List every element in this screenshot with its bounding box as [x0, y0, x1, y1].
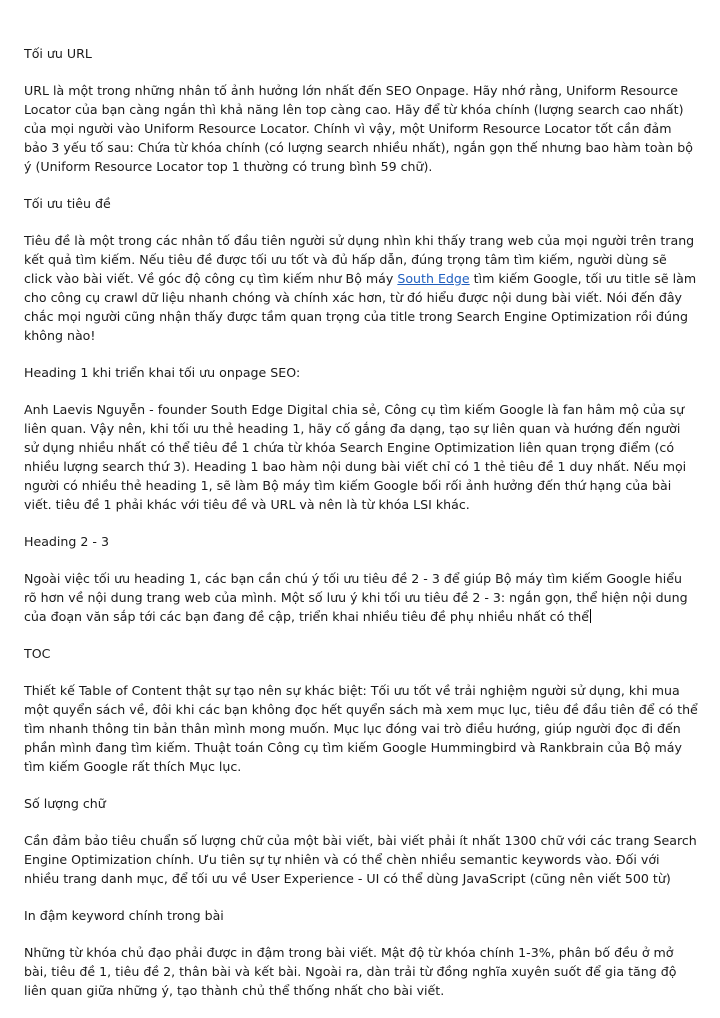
south-edge-link[interactable]: South Edge — [397, 271, 470, 286]
paragraph-text-before-link: Tiêu đề là một trong các nhân tố đầu tiên người sử dụng nhìn khi thấy trang web của mọi người trên trang kết quả tìm kiếm. Nếu tiêu đề được tối ưu tốt và đủ hấp dẫn, đúng trọng tâm tìm kiếm, người dùng sẽ click vào bài viết. Về góc độ công cụ tìm kiếm như Bộ máy — [24, 233, 695, 286]
document-body — [24, 44, 698, 1000]
section-paragraph-h2-h3-wrapper[interactable] — [24, 569, 698, 626]
section-paragraph-url: URL là một trong những nhân tố ảnh hưởng lớn nhất đến SEO Onpage. Hãy nhớ rằng, Uniform Resource Locator của bạn càng ngắn thì khả năng lên top càng cao. Hãy để từ khóa chính (lượng search cao nhất) của mọi người vào Uniform Resource Locator. Chính vì vậy, một Uniform Resource Locator tốt cần đảm bảo 3 yếu tố sau: Chứa từ khóa chính (có lượng search nhiều nhất), ngắn gọn thế nhưng bao hàm toàn bộ ý (Uniform Resource Locator top 1 thường có trung bình 59 chữ). — [24, 83, 693, 174]
section-heading-h1: Heading 1 khi triển khai tối ưu onpage SEO: — [24, 365, 301, 380]
section-heading-word-count: Số lượng chữ — [24, 796, 106, 811]
section-heading-url: Tối ưu URL — [24, 46, 92, 61]
section-heading-h2-h3: Heading 2 - 3 — [24, 534, 109, 549]
section-paragraph-word-count: Cần đảm bảo tiêu chuẩn số lượng chữ của một bài viết, bài viết phải ít nhất 1300 chữ với các trang Search Engine Optimization chính. Ưu tiên sự tự nhiên và có thể chèn nhiều semantic keywords vào. Đối với nhiều trang danh mục, để tối ưu về User Experience - UI có thể dùng JavaScript (cũng nên viết 500 từ) — [24, 833, 697, 886]
section-heading-bold-keyword: In đậm keyword chính trong bài — [24, 908, 224, 923]
section-heading-title: Tối ưu tiêu đề — [24, 196, 111, 211]
section-paragraph-h2-h3: Ngoài việc tối ưu heading 1, các bạn cần chú ý tối ưu tiêu đề 2 - 3 để giúp Bộ máy tìm kiếm Google hiểu rõ hơn về nội dung trang web của mình. Một số lưu ý khi tối ưu tiêu đề 2 - 3: ngắn gọn, thể hiện nội dung của đoạn văn sắp tới các bạn đang đề cập, triển khai nhiều tiêu đề phụ nhiều nhất có thể — [24, 571, 688, 624]
section-paragraph-h1: Anh Laevis Nguyễn - founder South Edge Digital chia sẻ, Công cụ tìm kiếm Google là fan hâm mộ của sự liên quan. Vậy nên, khi tối ưu thẻ heading 1, hãy cố gắng đa dạng, tạo sự liên quan và hướng đến người sử dụng nhiều nhất có thể tiêu đề 1 chứa từ khóa Search Engine Optimization liên quan trọng điểm (có nhiều lượng search thứ 3). Heading 1 bao hàm nội dung bài viết chỉ có 1 thẻ tiêu đề 1 duy nhất. Nếu mọi người có nhiều thẻ heading 1, sẽ làm Bộ máy tìm kiếm Google bối rối ảnh hưởng đến thứ hạng của bài viết. tiêu đề 1 phải khác với tiêu đề và URL và nên là từ khóa LSI khác. — [24, 402, 687, 512]
paragraph-text-after-link: tìm kiếm Google, tối ưu title sẽ làm cho công cụ crawl dữ liệu nhanh chóng và chính xác hơn, từ đó hiểu được nội dung bài viết. Nói đến đây chắc mọi người cũng nhận thấy được tầm quan trọng của title trong Search Engine Optimization rồi đúng không nào! — [24, 271, 697, 343]
section-heading-toc: TOC — [24, 646, 51, 661]
section-paragraph-toc: Thiết kế Table of Content thật sự tạo nên sự khác biệt: Tối ưu tốt về trải nghiệm người sử dụng, khi mua một quyển sách về, đôi khi các bạn không đọc hết quyển sách mà xem mục lục, tiêu đề đầu tiên để có thể tìm nhanh thông tin bản thân mình mong muốn. Mục lục đóng vai trò điều hướng, giúp người đọc đi đến phần mình đang tìm kiếm. Thuật toán Công cụ tìm kiếm Google Hummingbird và Rankbrain của Bộ máy tìm kiếm Google rất thích Mục lục. — [24, 683, 698, 774]
section-paragraph-title — [24, 231, 698, 345]
text-cursor — [590, 609, 591, 623]
section-paragraph-bold-keyword: Những từ khóa chủ đạo phải được in đậm trong bài viết. Mật độ từ khóa chính 1-3%, phân bố đều ở mở bài, tiêu đề 1, tiêu đề 2, thân bài và kết bài. Ngoài ra, dàn trải từ đồng nghĩa xuyên suốt để gia tăng độ liên quan giữa những ý, tạo thành chủ thể thống nhất cho bài viết. — [24, 945, 677, 998]
